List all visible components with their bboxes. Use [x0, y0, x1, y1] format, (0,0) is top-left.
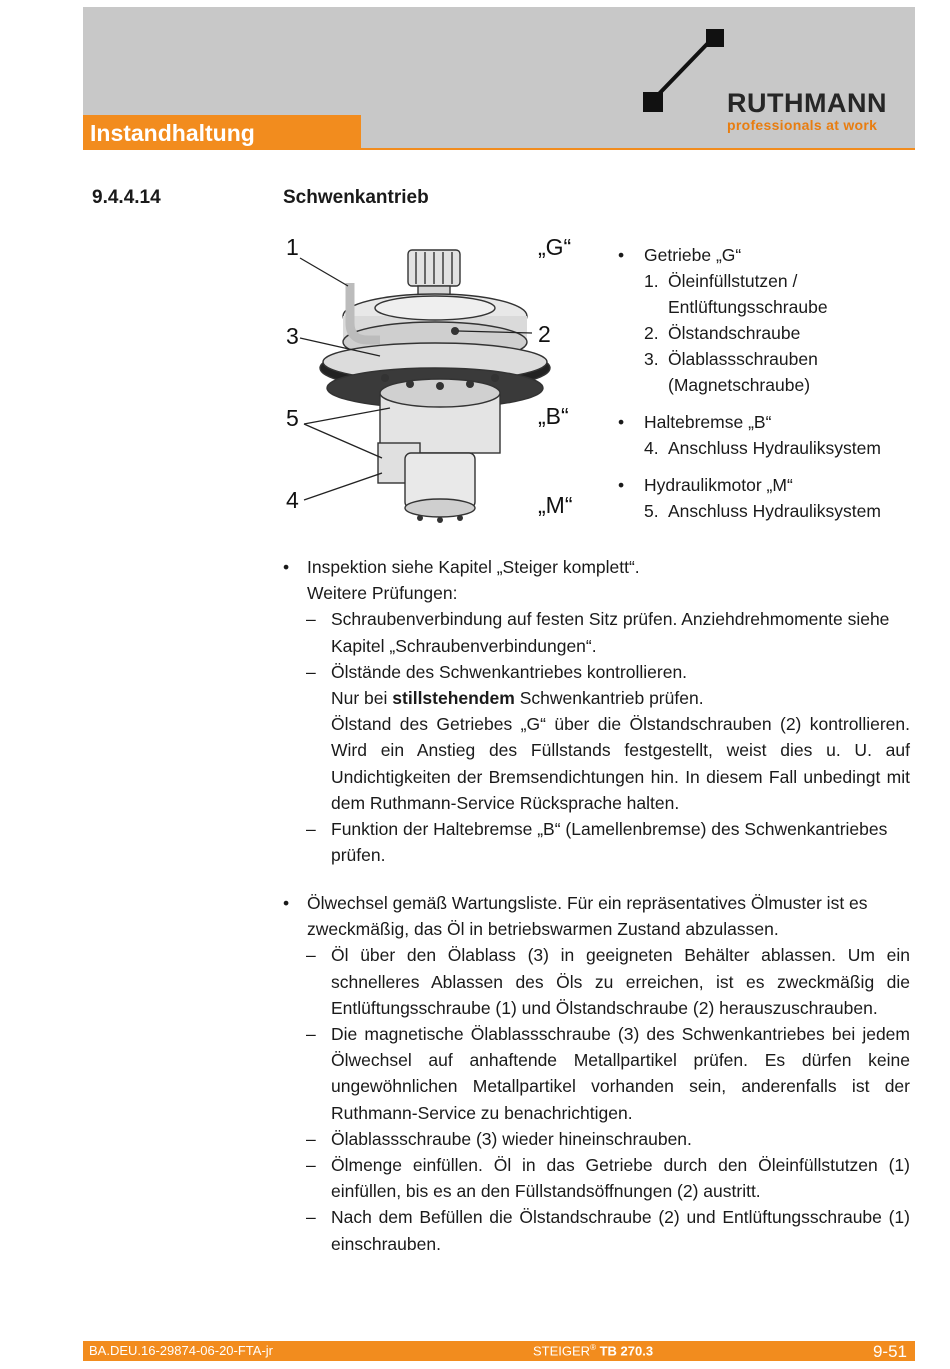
document-id: BA.DEU.16-29874-06-20-FTA-jr [89, 1343, 273, 1358]
dash: – [306, 609, 316, 630]
legend-item: 3. Ölablassschrauben (Magnetschraube) [644, 349, 818, 395]
oil-step: – Ölablassschraube (3) wieder hineinschrauben. [283, 1126, 910, 1152]
figure-label-2: 2 [538, 321, 551, 347]
legend-group-brake [618, 409, 918, 461]
figure-label-4: 4 [286, 487, 299, 513]
page-number: 9-51 [872, 1342, 907, 1361]
legend-group-title: Hydraulikmotor „M“ [644, 475, 793, 495]
further-checks-label: Weitere Prüfungen: [307, 583, 458, 604]
legend-item: 5. Anschluss Hydrauliksystem [644, 501, 881, 521]
legend-group-motor [618, 472, 918, 524]
inspection-section [283, 554, 910, 868]
model-name: STEIGER® TB 270.3 [533, 1343, 654, 1359]
bullet: • [283, 557, 290, 577]
oil-step: – Die magnetische Ölablassschraube (3) des Schwenkantriebes bei jedem Ölwechsel auf anhaftende Metallpartikel prüfen. Es dürfen keine ungewöhnlichen Metallpartikel vorhanden sein, anderenfalls ist der Ruthmann-Service zu benachrichtigen. [283, 1021, 910, 1126]
section-number: 9.4.4.14 [92, 187, 161, 208]
emphasis: stillstehendem [392, 688, 515, 709]
legend-item: 4. Anschluss Hydrauliksystem [644, 438, 881, 458]
legend-group-title: Getriebe „G“ [644, 245, 742, 265]
section-tab: Instandhaltung [83, 115, 361, 150]
check-item: – Schraubenverbindung auf festen Sitz prüfen. Anziehdrehmomente siehe Kapitel „Schraubenverbindungen“. [283, 606, 910, 658]
figure-label-g: „G“ [538, 234, 572, 260]
legend-item: 1. Öleinfüllstutzen / Entlüftungsschraube [644, 271, 828, 317]
dash: – [306, 819, 316, 840]
figure-label-b: „B“ [538, 403, 569, 429]
legend-group-title: Haltebremse „B“ [644, 412, 772, 432]
figure-label-5: 5 [286, 405, 299, 431]
inspection-line: Inspektion siehe Kapitel „Steiger komplett“. [307, 557, 640, 577]
figure-label-m: „M“ [538, 492, 573, 518]
oil-step: – Ölmenge einfüllen. Öl in das Getriebe durch den Öleinfüllstutzen (1) einfüllen, bis es an den Füllstandsöffnungen (2) austritt. [283, 1152, 910, 1204]
figure-legend [618, 242, 918, 535]
figure-label-3: 3 [286, 323, 299, 349]
header-rule [361, 148, 915, 150]
oil-change-item: • Ölwechsel gemäß Wartungsliste. Für ein repräsentatives Ölmuster ist es zweckmäßig, das Öl in betriebswarmen Zustand abzulassen. [283, 890, 910, 942]
dash: – [306, 661, 316, 682]
legend-item: 2. Ölstandschraube [644, 323, 801, 343]
bullet: • [618, 412, 625, 432]
inspection-item [283, 554, 910, 606]
oil-change-section [283, 890, 910, 1257]
legend-group-gearbox [618, 242, 918, 398]
dash: – [306, 1024, 316, 1045]
dash: – [306, 1128, 316, 1149]
slewing-drive-figure [280, 228, 590, 528]
check-item: – Ölstände des Schwenkantriebes kontrollieren. Nur bei stillstehendem Schwenkantrieb prüfen. Ölstand des Getriebes „G“ über die Ölstandschrauben (2) kontrollieren. Wird ein Anstieg des Füllstands festgestellt, weist dies u. U. auf Undichtigkeiten der Bremsendichtungen hin. In diesem Fall unbedingt mit dem Ruthmann-Service Rücksprache halten. [283, 659, 910, 816]
bullet: • [283, 893, 290, 913]
check-item: – Funktion der Haltebremse „B“ (Lamellenbremse) des Schwenkantriebes prüfen. [283, 816, 910, 868]
figure-label-1: 1 [286, 234, 299, 260]
logo-tagline: professionals at work [727, 117, 878, 133]
dash: – [306, 1207, 316, 1228]
oil-step: – Öl über den Ölablass (3) in geeigneten Behälter ablassen. Um ein schnelleres Ablassen des Öls zu erreichen, ist es zweckmäßig die Entlüftungsschraube (1) und Ölstandschraube (2) herauszuschrauben. [283, 942, 910, 1021]
dash: – [306, 1155, 316, 1176]
footer-bar [83, 1341, 915, 1361]
dash: – [306, 945, 316, 966]
section-title: Schwenkantrieb [283, 187, 429, 208]
oil-step: – Nach dem Befüllen die Ölstandschraube (2) und Entlüftungsschraube (1) einschrauben. [283, 1204, 910, 1256]
bullet: • [618, 475, 625, 495]
bullet: • [618, 245, 625, 265]
logo-square-high [706, 29, 724, 47]
logo-name: RUTHMANN [727, 88, 887, 118]
logo-diagonal [654, 41, 710, 99]
